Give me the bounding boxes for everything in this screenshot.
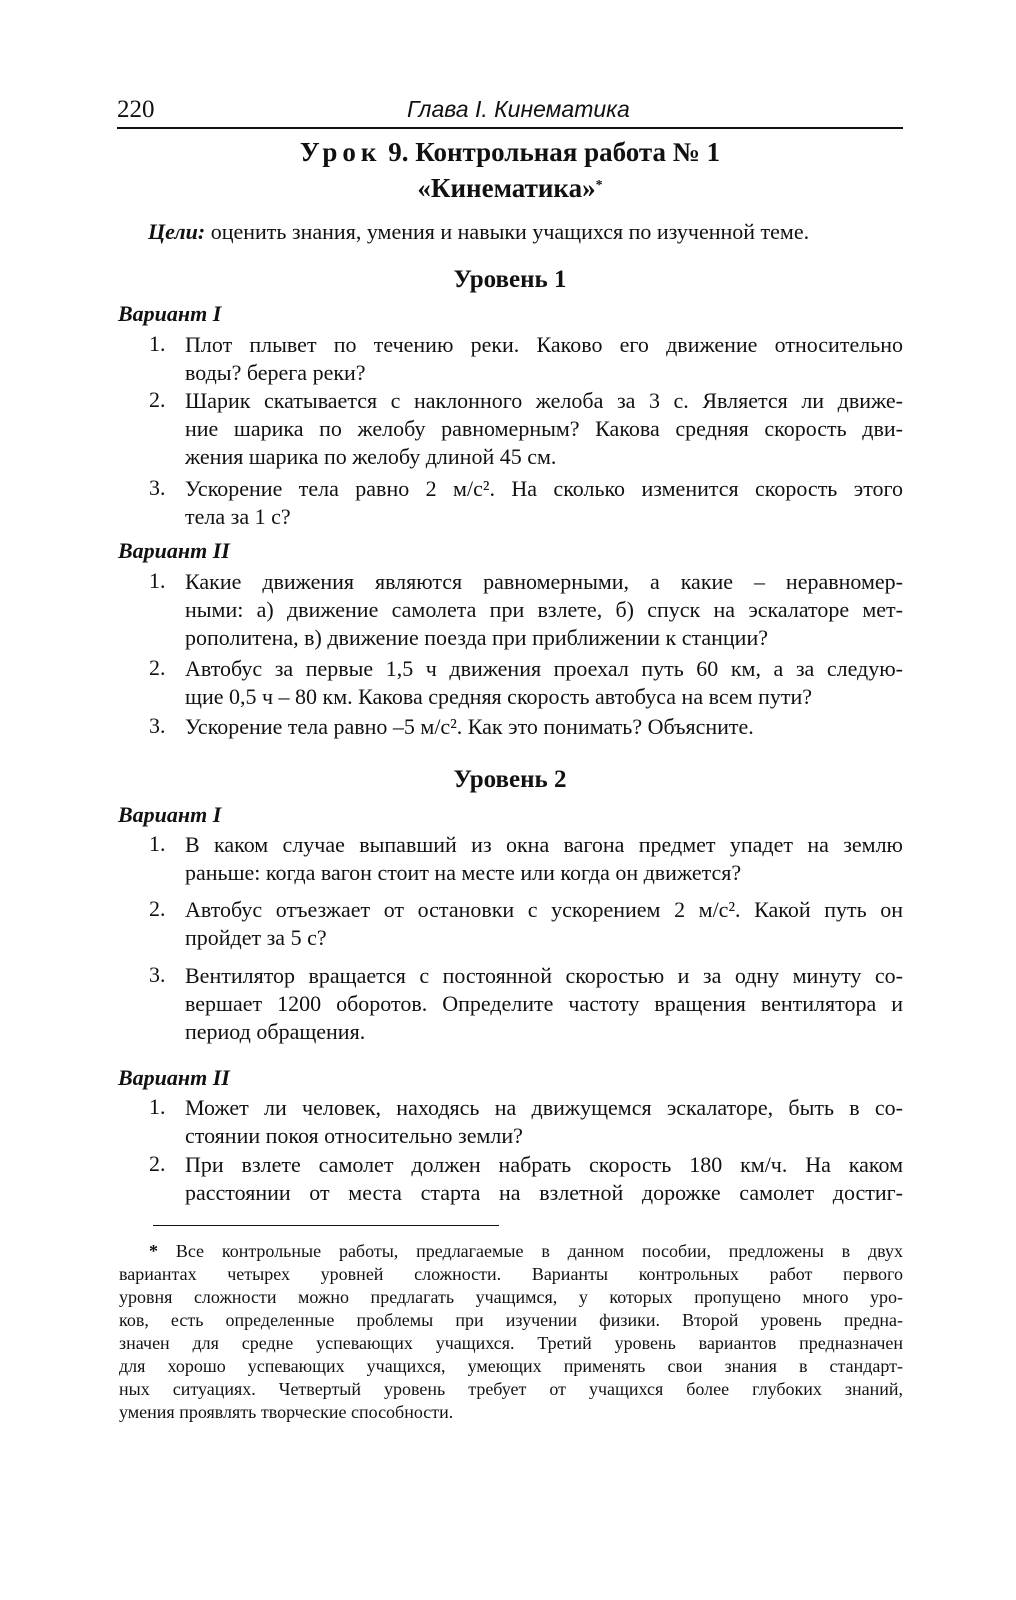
- list-item: 3. Ускорение тела равно –5 м/с². Как это понимать? Объясните.: [149, 713, 754, 739]
- title-line-2: [117, 170, 903, 206]
- level-1-variant-2-label: Вариант II: [118, 538, 230, 563]
- list-item: 1. Может ли человек, находясь на движущемся эскалаторе, быть в со- стоянии покоя относительно земли?: [149, 1094, 903, 1148]
- footnote-line: умения проявлять творческие способности.: [119, 1402, 454, 1422]
- footnote-divider: [153, 1225, 499, 1226]
- list-item: 1. Какие движения являются равномерными, а какие – неравномер- ными: а) движение самолета при взлете, б) спуск на эскалаторе мет- рополитена, в) движение поезда при приближении к станции?: [149, 568, 903, 650]
- page-header: [117, 92, 903, 132]
- list-item: 1. В каком случае выпавший из окна вагона предмет упадет на землю раньше: когда вагон стоит на месте или когда он движется?: [149, 831, 903, 885]
- title-line-1: [117, 134, 903, 170]
- title-subject: «Кинематика»: [417, 173, 596, 203]
- level-2-variant-1-label: Вариант I: [118, 802, 222, 827]
- level-1-variant-1-label: Вариант I: [118, 301, 222, 326]
- list-item: 2. Шарик скатывается с наклонного желоба за 3 с. Является ли движе- ние шарика по желобу равномерным? Какова средняя скорость дви- жения шарика по желобу длиной 45 см.: [149, 387, 903, 469]
- header-divider: [117, 127, 903, 129]
- lesson-title: [117, 134, 903, 206]
- level-2-variant-2-label: Вариант II: [118, 1065, 230, 1090]
- footnote-line: уровня сложности можно предлагать учащимся, у которых пропущено много уро-: [119, 1287, 903, 1307]
- running-head: Глава I. Кинематика: [407, 96, 630, 122]
- footnote: [119, 1240, 903, 1424]
- list-item: 1. Плот плывет по течению реки. Каково его движение относительно воды? берега реки?: [149, 331, 903, 385]
- footnote-line: ных ситуациях. Четвертый уровень требует от учащихся более глубоких знаний,: [119, 1379, 903, 1399]
- footnote-line: для хорошо успевающих учащихся, умеющих применять свои знания в стандарт-: [119, 1356, 903, 1376]
- level-2-heading: Уровень 2: [453, 766, 567, 793]
- list-item: 3. Вентилятор вращается с постоянной скоростью и за одну минуту со- вершает 1200 оборотов. Определите частоту вращения вентилятора и период обращения.: [149, 962, 903, 1044]
- lesson-goals: [148, 219, 809, 245]
- footnote-mark: *: [149, 1241, 158, 1261]
- footnote-line: * Все контрольные работы, предлагаемые в данном пособии, предложены в двух: [149, 1241, 903, 1261]
- title-main: 9. Контрольная работа № 1: [388, 137, 721, 167]
- title-prefix: Урок: [299, 137, 382, 167]
- goals-label: Цели:: [148, 219, 206, 244]
- list-item: 2. Автобус отъезжает от остановки с ускорением 2 м/с². Какой путь он пройдет за 5 с?: [149, 896, 903, 950]
- footnote-line: ков, есть определенные проблемы при изучении физики. Второй уровень предна-: [119, 1310, 903, 1330]
- goals-text: оценить знания, умения и навыки учащихся по изученной теме.: [210, 219, 810, 244]
- page-number: 220: [117, 96, 155, 123]
- list-item: 2. При взлете самолет должен набрать скорость 180 км/ч. На каком расстоянии от места старта на взлетной дорожке самолет достиг-: [149, 1151, 903, 1205]
- footnote-line: значен для средне успевающих учащихся. Третий уровень вариантов предназначен: [119, 1333, 903, 1353]
- footnote-mark: *: [595, 178, 603, 193]
- list-item: 2. Автобус за первые 1,5 ч движения проехал путь 60 км, а за следую- щие 0,5 ч – 80 км. Какова средняя скорость автобуса на всем пути?: [149, 655, 903, 709]
- level-1-heading: Уровень 1: [453, 266, 567, 293]
- footnote-line: вариантах четырех уровней сложности. Варианты контрольных работ первого: [119, 1264, 903, 1284]
- list-item: 3. Ускорение тела равно 2 м/с². На сколько изменится скорость этого тела за 1 с?: [149, 475, 903, 529]
